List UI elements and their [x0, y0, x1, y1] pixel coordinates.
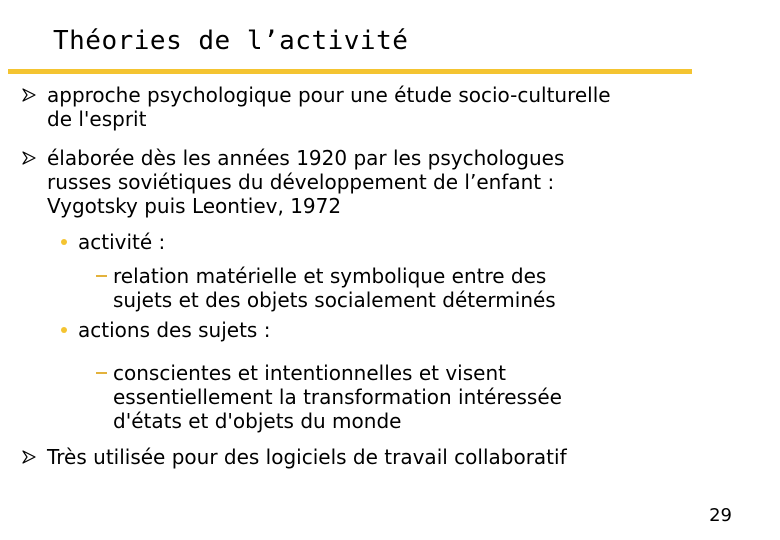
actions-detail-line-2: essentiellement la transformation intéressée [113, 385, 562, 409]
bullet-1-line-2: de l'esprit [47, 107, 147, 131]
title-underline [8, 69, 692, 74]
bullet-1-line-1: approche psychologique pour une étude socio-culturelle [47, 83, 611, 107]
arrow-head-icon [22, 450, 36, 464]
bullet-2-line-3: Vygotsky puis Leontiev, 1972 [47, 194, 342, 218]
activite-detail-line-2: sujets et des objets socialement déterminés [113, 288, 556, 312]
slide-title: Théories de l’activité [53, 26, 409, 56]
actions-detail-line-3: d'états et d'objets du monde [113, 409, 402, 433]
bullet-2-line-1: élaborée dès les années 1920 par les psychologues [47, 146, 565, 170]
sub-bullet-activite: activité : [78, 230, 166, 254]
activite-detail-line-1: relation matérielle et symbolique entre des [113, 264, 547, 288]
sub-bullet-actions: actions des sujets : [78, 318, 271, 342]
bullet-3-line-1: Très utilisée pour des logiciels de travail collaboratif [47, 445, 567, 469]
sub-bullet-dot [61, 327, 67, 333]
arrow-head-icon [22, 151, 36, 165]
sub-bullet-dot [61, 239, 67, 245]
sub-sub-bullet-dash [96, 275, 107, 277]
bullet-2-line-2: russes soviétiques du développement de l’enfant : [47, 170, 555, 194]
arrow-head-icon [22, 88, 36, 102]
page-number: 29 [709, 505, 732, 526]
actions-detail-line-1: conscientes et intentionnelles et visent [113, 361, 506, 385]
sub-sub-bullet-dash [96, 372, 107, 374]
